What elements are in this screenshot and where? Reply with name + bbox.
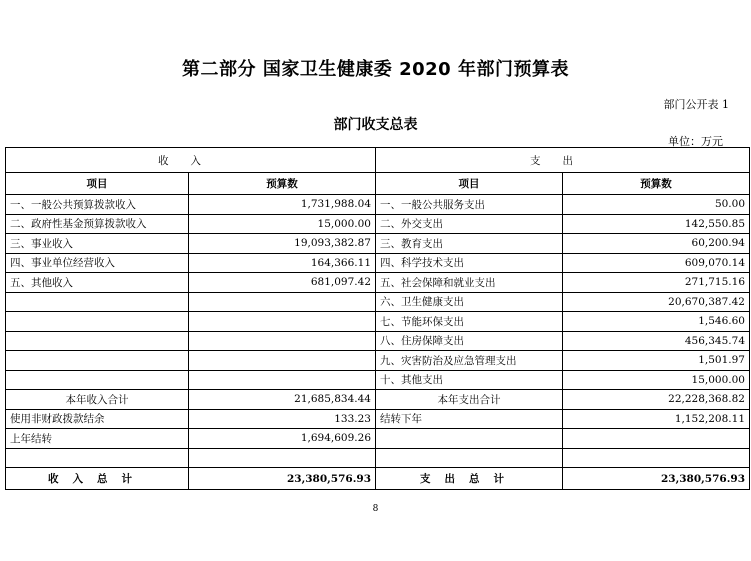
income-subtotal-label: 本年收入合计 — [6, 390, 189, 410]
expense-budget-header: 预算数 — [563, 173, 750, 195]
expense-value-cell: 456,345.74 — [563, 331, 750, 351]
nonfiscal-balance-label: 使用非财政拨款结余 — [6, 409, 189, 429]
prior-year-row — [6, 429, 750, 449]
expense-item-header: 项目 — [376, 173, 563, 195]
empty-cell — [6, 448, 189, 468]
main-title: 第二部分 国家卫生健康委 2020 年部门预算表 — [182, 59, 569, 80]
income-item-cell — [6, 312, 189, 332]
expense-value-cell: 609,070.14 — [563, 253, 750, 273]
income-value-cell — [189, 292, 376, 312]
table-row — [6, 234, 750, 254]
income-value-cell: 15,000.00 — [189, 214, 376, 234]
expense-total-value: 23,380,576.93 — [563, 468, 750, 490]
expense-value-cell: 1,501.97 — [563, 351, 750, 371]
nonfiscal-balance-value: 133.23 — [189, 409, 376, 429]
column-header-row — [6, 173, 750, 195]
income-value-cell — [189, 331, 376, 351]
carry-forward-label: 结转下年 — [376, 409, 563, 429]
income-subtotal-value: 21,685,834.44 — [189, 390, 376, 410]
table-title: 部门收支总表 — [333, 117, 418, 133]
page-number: 8 — [372, 504, 379, 514]
expense-item-cell: 十、其他支出 — [376, 370, 563, 390]
expense-item-cell: 九、灾害防治及应急管理支出 — [376, 351, 563, 371]
income-item-cell — [6, 351, 189, 371]
income-item-cell: 五、其他收入 — [6, 273, 189, 293]
income-item-cell: 一、一般公共预算拨款收入 — [6, 195, 189, 215]
income-item-cell — [6, 370, 189, 390]
section-header-row — [6, 148, 750, 173]
expense-subtotal-label: 本年支出合计 — [376, 390, 563, 410]
blank-row — [6, 448, 750, 468]
expense-value-cell: 20,670,387.42 — [563, 292, 750, 312]
empty-cell — [563, 429, 750, 449]
grand-total-row — [6, 468, 750, 490]
balance-row — [6, 409, 750, 429]
carry-forward-value: 1,152,208.11 — [563, 409, 750, 429]
table-row — [6, 292, 750, 312]
expense-item-cell: 四、科学技术支出 — [376, 253, 563, 273]
form-number: 部门公开表 1 — [663, 98, 729, 111]
income-value-cell: 681,097.42 — [189, 273, 376, 293]
income-item-cell — [6, 331, 189, 351]
table-row — [6, 273, 750, 293]
expense-item-cell: 三、教育支出 — [376, 234, 563, 254]
table-row — [6, 370, 750, 390]
income-value-cell — [189, 351, 376, 371]
income-value-cell: 164,366.11 — [189, 253, 376, 273]
budget-table — [5, 147, 750, 490]
table-row — [6, 214, 750, 234]
prior-year-value: 1,694,609.26 — [189, 429, 376, 449]
expense-item-cell: 七、节能环保支出 — [376, 312, 563, 332]
income-value-cell: 19,093,382.87 — [189, 234, 376, 254]
income-value-cell: 1,731,988.04 — [189, 195, 376, 215]
income-value-cell — [189, 312, 376, 332]
empty-cell — [376, 448, 563, 468]
expense-item-cell: 二、外交支出 — [376, 214, 563, 234]
expense-value-cell: 271,715.16 — [563, 273, 750, 293]
income-total-label: 收入总计 — [6, 468, 189, 490]
income-value-cell — [189, 370, 376, 390]
table-row — [6, 312, 750, 332]
table-row — [6, 351, 750, 371]
table-row — [6, 253, 750, 273]
table-row — [6, 195, 750, 215]
unit-label: 单位：万元 — [668, 135, 723, 148]
income-item-cell: 三、事业收入 — [6, 234, 189, 254]
income-total-value: 23,380,576.93 — [189, 468, 376, 490]
income-item-cell — [6, 292, 189, 312]
expense-section-header: 支出 — [376, 148, 750, 173]
expense-value-cell: 142,550.85 — [563, 214, 750, 234]
income-item-header: 项目 — [6, 173, 189, 195]
expense-item-cell: 一、一般公共服务支出 — [376, 195, 563, 215]
empty-cell — [563, 448, 750, 468]
empty-cell — [376, 429, 563, 449]
income-section-header: 收入 — [6, 148, 376, 173]
expense-item-cell: 八、住房保障支出 — [376, 331, 563, 351]
expense-total-label: 支出总计 — [376, 468, 563, 490]
table-body — [6, 195, 750, 390]
empty-cell — [189, 448, 376, 468]
income-budget-header: 预算数 — [189, 173, 376, 195]
table-row — [6, 331, 750, 351]
expense-subtotal-value: 22,228,368.82 — [563, 390, 750, 410]
expense-item-cell: 六、卫生健康支出 — [376, 292, 563, 312]
income-item-cell: 二、政府性基金预算拨款收入 — [6, 214, 189, 234]
income-item-cell: 四、事业单位经营收入 — [6, 253, 189, 273]
prior-year-label: 上年结转 — [6, 429, 189, 449]
expense-item-cell: 五、社会保障和就业支出 — [376, 273, 563, 293]
expense-value-cell: 60,200.94 — [563, 234, 750, 254]
expense-value-cell: 1,546.60 — [563, 312, 750, 332]
subtotal-row — [6, 390, 750, 410]
expense-value-cell: 50.00 — [563, 195, 750, 215]
expense-value-cell: 15,000.00 — [563, 370, 750, 390]
